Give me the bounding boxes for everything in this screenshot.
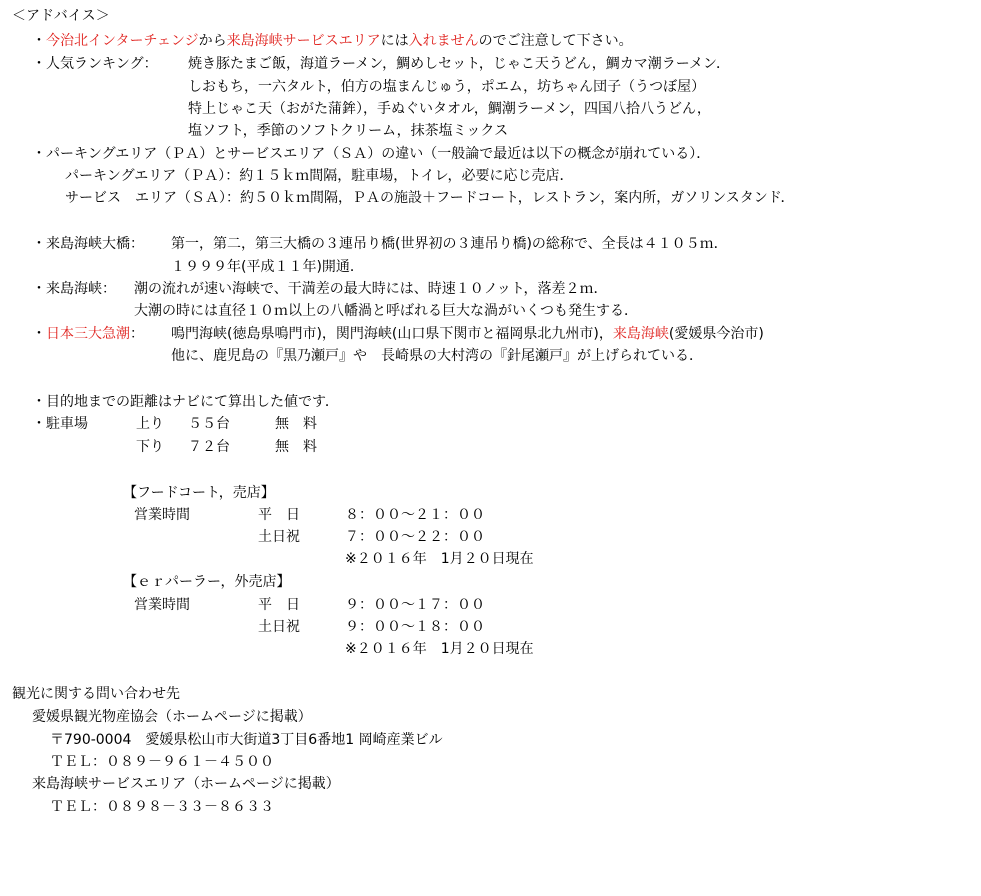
notice-text-1: から (198, 33, 227, 49)
strait-line-1: 潮の流れが速い海峡で、干満差の最大時には、時速１０ノット，落差２ｍ． (134, 281, 608, 297)
currents-bullet: ・ (32, 326, 46, 342)
notice-ic-name: 今治北インターチェンジ (46, 33, 199, 49)
parlor-title: 【ｅｒパーラー，外売店】 (123, 574, 291, 590)
foodcourt-time: ７：００～２２：００ (345, 529, 485, 545)
notice-text-2: には (380, 33, 409, 49)
parking-direction: 上り (136, 416, 164, 432)
foodcourt-day: 土日祝 (258, 529, 300, 545)
contact-heading: 観光に関する問い合わせ先 (12, 686, 180, 702)
parking-count: ７２台 (188, 439, 230, 455)
advice-heading: ＜アドバイス＞ (12, 8, 110, 24)
notice-warning: 入れません (408, 33, 479, 49)
parking-count: ５５台 (188, 416, 230, 432)
ranking-line: 焼き豚たまご飯，海道ラーメン，鯛めしセット，じゃこ天うどん，鯛カマ潮ラーメン． (188, 56, 730, 72)
contact-tel-1: ＴＥＬ：０８９－９６１－４５００ (50, 754, 274, 770)
currents-text-a: 鳴門海峡(徳島県鳴門市)，関門海峡(山口県下関市と福岡県北九州市)， (171, 326, 613, 342)
strait-line-2: 大潮の時には直径１０ｍ以上の八幡渦と呼ばれる巨大な渦がいくつも発生する． (134, 303, 638, 319)
parlor-date-note: ※２０１６年 1月２０日現在 (345, 641, 534, 657)
parking-fee: 無 料 (275, 416, 317, 432)
bridge-label: ・来島海峡大橋： (32, 236, 144, 252)
pa-sa-title: ・パーキングエリア（ＰＡ）とサービスエリア（ＳＡ）の違い（一般論で最近は以下の概念が崩れている）． (32, 146, 711, 162)
foodcourt-date-note: ※２０１６年 1月２０日現在 (345, 551, 534, 567)
currents-label (32, 325, 144, 343)
ranking-line: しおもち，一六タルト，伯方の塩まんじゅう，ポエム，坊ちゃん団子（うつぼ屋） (188, 79, 706, 95)
foodcourt-hours-label: 営業時間 (134, 507, 190, 523)
parlor-time: ９：００～１８：００ (345, 619, 485, 635)
parking-label: ・駐車場 (32, 416, 88, 432)
parlor-day: 土日祝 (258, 619, 300, 635)
parking-direction: 下り (136, 439, 164, 455)
parlor-time: ９：００～１７：００ (345, 597, 485, 613)
contact-org-1: 愛媛県観光物産協会（ホームページに掲載） (32, 709, 312, 725)
parlor-hours-label: 営業時間 (134, 597, 190, 613)
ranking-line: 塩ソフト，季節のソフトクリーム，抹茶塩ミックス (188, 123, 509, 139)
notice-text-3: のでご注意して下さい。 (478, 33, 633, 49)
strait-label: ・来島海峡： (32, 281, 116, 297)
distance-note: ・目的地までの距離はナビにて算出した値です． (32, 394, 339, 410)
currents-kurushima: 来島海峡 (612, 326, 669, 342)
pa-description: パーキングエリア（ＰＡ）：約１５ｋｍ間隔，駐車場，トイレ，必要に応じ売店． (65, 168, 574, 184)
currents-label-text: 日本三大急潮 (46, 326, 130, 342)
foodcourt-day: 平 日 (258, 507, 300, 523)
parking-fee: 無 料 (275, 439, 317, 455)
parlor-day: 平 日 (258, 597, 300, 613)
currents-text-b: (愛媛県今治市) (668, 326, 764, 342)
contact-address-1: 〒790-0004 愛媛県松山市大街道3丁目6番地1 岡崎産業ビル (50, 732, 443, 748)
notice-line (32, 32, 633, 50)
bridge-line-1: 第一，第二，第三大橋の３連吊り橋(世界初の３連吊り橋)の総称で、全長は４１０５ｍ． (171, 236, 728, 252)
contact-org-2: 来島海峡サービスエリア（ホームページに掲載） (32, 776, 340, 792)
sa-description: サービス エリア（ＳＡ）：約５０ｋｍ間隔，ＰＡの施設＋フードコート，レストラン，案内所，ガソリンスタンド． (65, 190, 795, 206)
foodcourt-title: 【フードコート，売店】 (123, 485, 275, 501)
ranking-line: 特上じゃこ天（おがた蒲鉾），手ぬぐいタオル，鯛潮ラーメン，四国八拾八うどん， (188, 101, 711, 117)
currents-line-1 (171, 325, 764, 343)
currents-colon: ： (130, 326, 144, 342)
notice-bullet: ・ (32, 33, 46, 49)
contact-tel-2: ＴＥＬ：０８９８－３３－８６３３ (50, 799, 274, 815)
ranking-label: ・人気ランキング： (32, 56, 158, 72)
bridge-line-2: １９９９年(平成１１年)開通． (171, 259, 364, 275)
currents-line-2: 他に、鹿児島の『黒乃瀬戸』や 長崎県の大村湾の『針尾瀬戸』が上げられている． (171, 348, 703, 364)
foodcourt-time: ８：００～２１：００ (345, 507, 485, 523)
notice-sa-name: 来島海峡サービスエリア (226, 33, 381, 49)
